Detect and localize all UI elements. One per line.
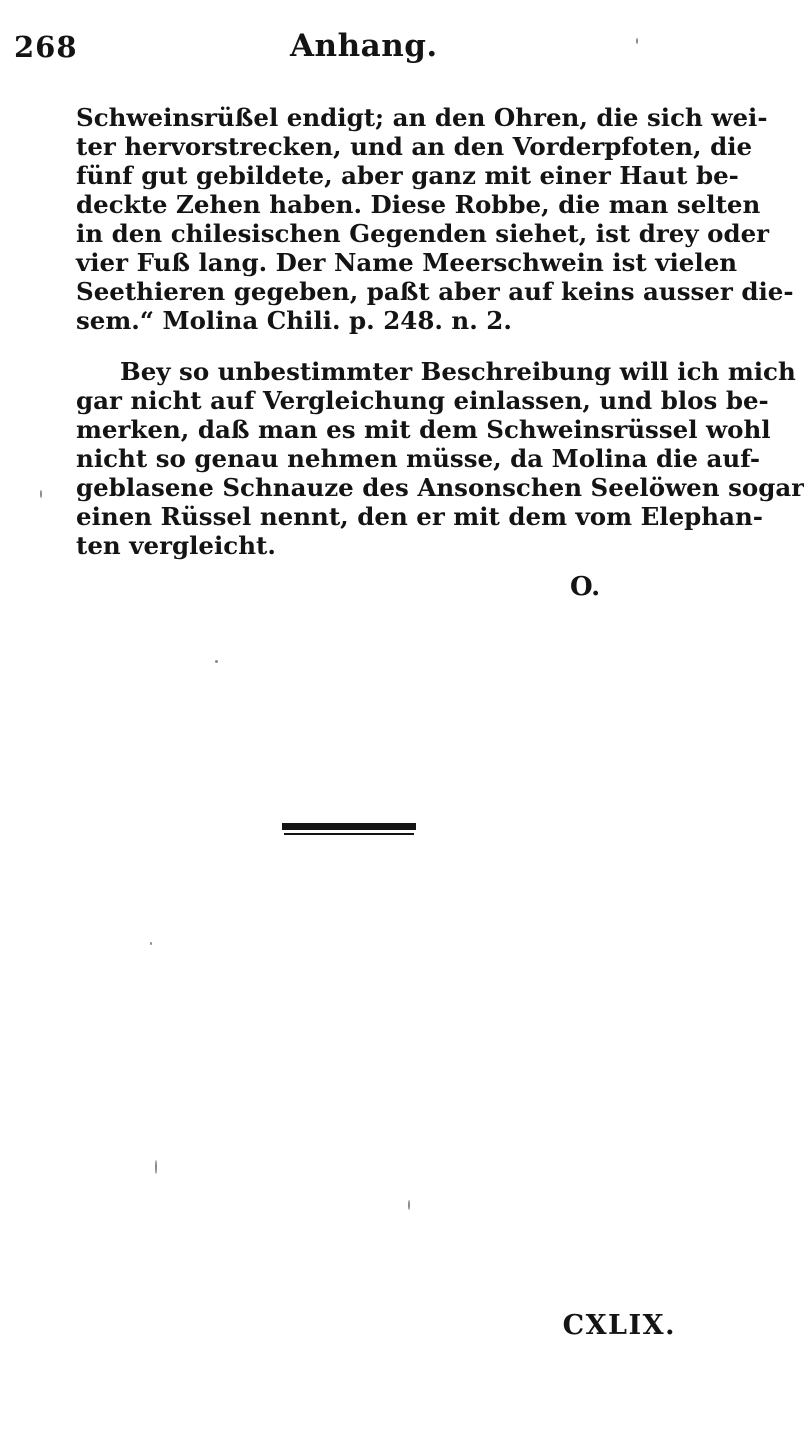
text-line: sem.“ Molina Chili. p. 248. n. 2. [76,306,512,335]
text-line: nicht so genau nehmen müsse, da Molina die auf- [76,444,761,473]
running-title: Anhang. [290,28,438,64]
text-line: gar nicht auf Vergleichung einlassen, und blos be- [76,386,769,415]
text-line: Seethieren gegeben, paßt aber auf keins ausser die- [76,277,794,306]
page-number: 268 [14,30,78,64]
text-line: deckte Zehen haben. Diese Robbe, die man selten [76,190,761,219]
print-speck [40,490,42,498]
divider-thin-rule [284,833,414,835]
text-line: in den chilesischen Gegenden siehet, ist drey oder [76,219,770,248]
text-line: fünf gut gebildete, aber ganz mit einer Haut be- [76,161,739,190]
section-divider [282,823,416,835]
print-speck [636,38,638,44]
text-line: geblasene Schnauze des Ansonschen Seelöwen sogar [76,473,804,502]
closing-initial: O. [570,572,601,602]
signature-mark: CXLIX. [562,1310,676,1341]
print-speck [150,942,152,945]
print-speck [408,1200,410,1210]
text-line: ten vergleicht. [76,531,276,560]
commentary-paragraph [76,357,804,560]
text-line: einen Rüssel nennt, den er mit dem vom Elephan- [76,502,763,531]
text-line: ter hervorstrecken, und an den Vorderpfoten, die [76,132,753,161]
text-line: merken, daß man es mit dem Schweinsrüssel wohl [76,415,771,444]
divider-thick-rule [282,823,416,830]
text-line: vier Fuß lang. Der Name Meerschwein ist vielen [76,248,738,277]
print-speck [155,1160,157,1174]
text-line: Bey so unbestimmter Beschreibung will ich mich [120,357,796,386]
quote-block [76,103,794,335]
text-line: Schweinsrüßel endigt; an den Ohren, die sich wei- [76,103,768,132]
print-speck [215,660,218,663]
